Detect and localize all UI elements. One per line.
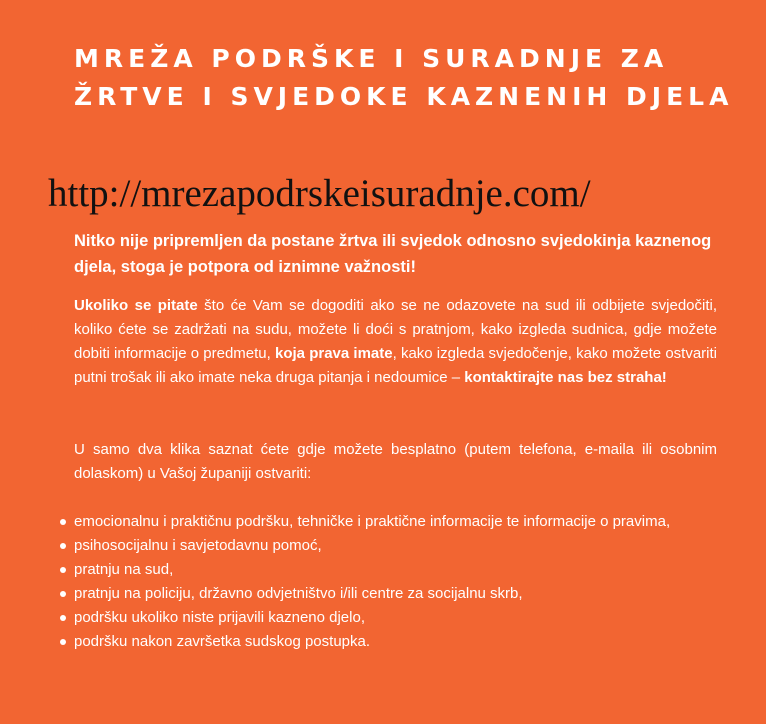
emphasis-contact: kontaktirajte nas bez straha!	[464, 369, 667, 386]
website-url[interactable]: http://mrezapodrskeisuradnje.com/	[48, 172, 591, 215]
list-item: psihosocijalnu i savjetodavnu pomoć,	[74, 534, 717, 558]
info-paragraph	[74, 294, 717, 390]
list-item: emocionalnu i praktičnu podršku, tehničke i praktične informacije te informacije o pravima,	[74, 510, 717, 534]
paragraph-text: što će Vam se dogoditi ako se ne odazovete na sud ili odbijete svjedočiti, koliko ćete se zadržati na sudu, možete li doći s pratnjom, kako izgleda sudnica, gdje možete dobiti informacije o predmetu,	[74, 297, 718, 362]
list-item: podršku nakon završetka sudskog postupka.	[74, 630, 717, 654]
emphasis-questions: Ukoliko se pitate	[74, 297, 198, 314]
list-item: pratnju na policiju, državno odvjetništvo i/ili centre za socijalnu skrb,	[74, 582, 717, 606]
page-title: MREŽA PODRŠKE I SURADNJE ZA ŽRTVE I SVJEDOKE KAZNENIH DJELA	[74, 44, 734, 111]
services-list	[74, 510, 717, 654]
paragraph-text: , kako izgleda svjedočenje, kako možete ostvariti putni trošak ili ako imate neka druga pitanja i nedoumice –	[74, 345, 718, 386]
services-intro: U samo dva klika saznat ćete gdje možete besplatno (putem telefona, e-maila ili osobnim dolaskom) u Vašoj županiji ostvariti:	[74, 441, 717, 482]
list-item: pratnju na sud,	[74, 558, 717, 582]
emphasis-rights: koja prava imate	[275, 345, 393, 362]
list-item: podršku ukoliko niste prijavili kazneno djelo,	[74, 606, 717, 630]
lead-text: Nitko nije pripremljen da postane žrtva ili svjedok odnosno svjedokinja kaznenog djela, stoga je potpora od iznimne važnosti!	[74, 232, 712, 276]
